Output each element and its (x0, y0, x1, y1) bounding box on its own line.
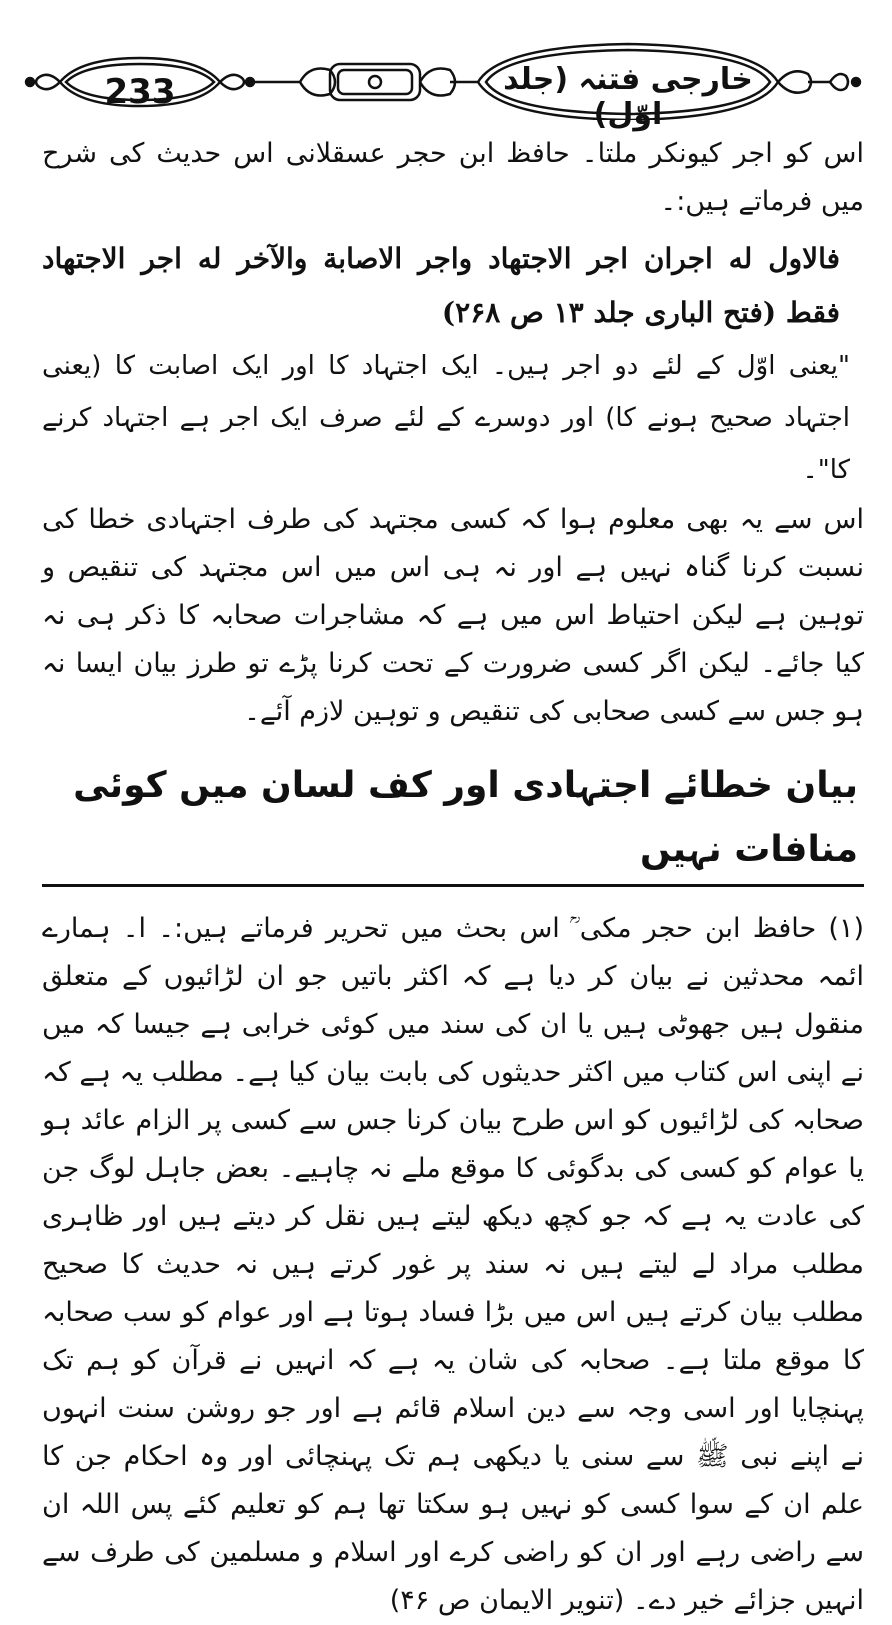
page-content (42, 130, 864, 1625)
arabic-quote: فالاول له اجران اجر الاجتهاد واجر الاصابة والآخر له اجر الاجتهاد فقط (فتح الباری جلد ۱۳ ص ۲۶۸) (42, 242, 840, 329)
paragraph-2: اس سے یہ بھی معلوم ہوا کہ کسی مجتہد کی طرف اجتہادی خطا کی نسبت کرنا گناہ نہیں ہے اور نہ ہی اس میں اس مجتہد کی تنقیص و توہین ہے لیکن احتیاط اس میں ہے کہ مشاجرات صحابہ کا ذکر ہی نہ کیا جائے۔ لیکن اگر کسی ضرورت کے تحت کرنا پڑے تو طرز بیان ایسا نہ ہو جس سے کسی صحابی کی تنقیص و توہین لازم آئے۔ (42, 504, 864, 727)
paragraph-1: اس کو اجر کیونکر ملتا۔ حافظ ابن حجر عسقلانی اس حدیث کی شرح میں فرماتے ہیں:۔ (42, 138, 864, 217)
page-number: 233 (104, 72, 176, 112)
page-header (0, 20, 892, 132)
section-heading-wrap (42, 754, 864, 887)
quote-translation: "یعنی اوّل کے لئے دو اجر ہیں۔ ایک اجتہاد کا اور ایک اصابت کا (یعنی اجتہاد صحیح ہونے کا) اور دوسرے کے لئے صرف ایک اجر ہے اجتہاد کرنے کا"۔ (42, 351, 850, 485)
section-heading: بیان خطائے اجتہادی اور کف لسان میں کوئی منافات نہیں (42, 754, 864, 887)
center-ornament (250, 64, 478, 100)
paragraph-3: (۱) حافظ ابن حجر مکی ؒ اس بحث میں تحریر فرماتے ہیں:۔ ا۔ ہمارے ائمہ محدثین نے بیان کر دیا ہے کہ اکثر باتیں جو ان لڑائیوں کے متعلق منقول ہیں جھوٹی ہیں یا ان کی سند میں کوئی خرابی ہے جیسا کہ میں نے اپنی اس کتاب میں اکثر حدیثوں کی بابت بیان کیا ہے۔ مطلب یہ ہے کہ صحابہ کی لڑائیوں کو اس طرح بیان کرنا جس سے کسی پر الزام عائد ہو یا عوام کو کسی کی بدگوئی کا موقع ملے نہ چاہیے۔ بعض جاہل لوگ جن کی عادت یہ ہے کہ جو کچھ دیکھ لیتے ہیں نقل کر دیتے ہیں اور ظاہری مطلب مراد لے لیتے ہیں نہ سند پر غور کرتے ہیں نہ حدیث کا صحیح مطلب بیان کرتے ہیں اس میں بڑا فساد ہوتا ہے اور عوام کو سب صحابہ کا موقع ملتا ہے۔ صحابہ کی شان یہ ہے کہ انہیں نے قرآن کو ہم تک پہنچایا اور اسی وجہ سے دین اسلام قائم ہے اور جو روشن سنت انہوں نے اپنے نبی ﷺ سے سنی یا دیکھی ہم تک پہنچائی اور وہ احکام جن کا علم ان کے سوا کسی کو نہیں ہو سکتا تھا ہم کو تعلیم کئے پس اللہ ان سے راضی رہے اور ان کو راضی کرے اور اسلام و مسلمین کی طرف سے انہیں جزائے خیر دے۔ (تنویر الایمان ص ۴۶) (42, 913, 864, 1616)
running-title: خارجی فتنہ (جلد اوّل) (503, 62, 753, 132)
